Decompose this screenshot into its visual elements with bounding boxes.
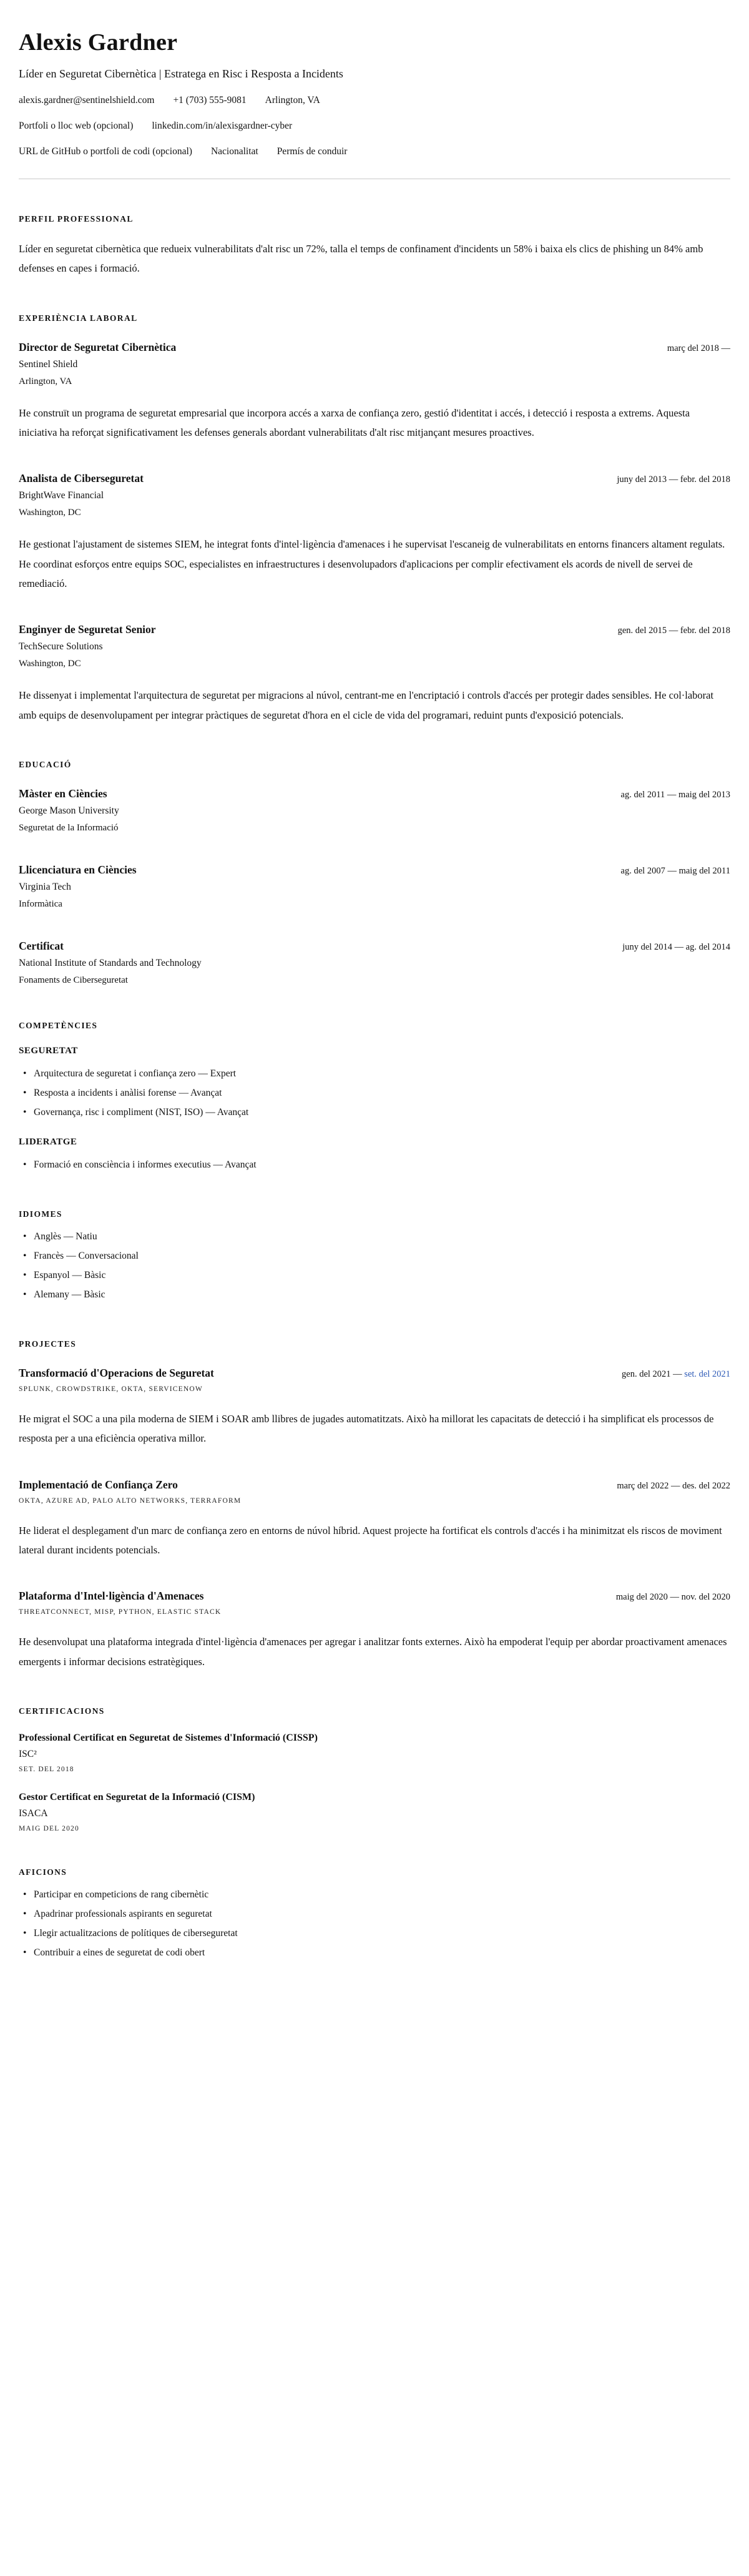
contact-row-3 [19, 146, 730, 157]
job-location: Washington, DC [19, 508, 81, 518]
education-entry-head [19, 940, 730, 953]
job-dates: març del 2018 — [667, 343, 730, 353]
company-name: Sentinel Shield [19, 358, 78, 370]
experience-entry [19, 472, 730, 593]
project-tools: SPLUNK, CROWDSTRIKE, OKTA, SERVICENOW [19, 1385, 203, 1394]
job-location: Washington, DC [19, 659, 81, 669]
profile-heading: PERFIL PROFESSIONAL [19, 214, 134, 224]
languages-heading: IDIOMES [19, 1209, 62, 1219]
candidate-name: Alexis Gardner [19, 29, 178, 56]
skills-list [19, 1155, 730, 1174]
degree-title: Llicenciatura en Ciències [19, 863, 137, 877]
certification-date: SET. DEL 2018 [19, 1766, 74, 1774]
project-tools: THREATCONNECT, MISP, PYTHON, ELASTIC STACK [19, 1608, 222, 1616]
project-entry [19, 1367, 730, 1448]
degree-title: Màster en Ciències [19, 787, 107, 800]
email[interactable]: alexis.gardner@sentinelshield.com [19, 95, 155, 106]
field-of-study: Fonaments de Ciberseguretat [19, 975, 128, 986]
field-of-study: Seguretat de la Informació [19, 823, 119, 833]
certification-issuer: ISACA [19, 1808, 48, 1819]
project-description: He liderat el desplegament d'un marc de confiança zero en entorns de núvol híbrid. Aquest projecte ha fortificat els controls d'accés i ha minimitzat els riscos de moviment lateral durant incidents potencials. [19, 1524, 722, 1556]
project-entry [19, 1590, 730, 1671]
project-dates: maig del 2020 — nov. del 2020 [615, 1592, 730, 1603]
certification-date: MAIG DEL 2020 [19, 1825, 79, 1833]
hobby-item: • Contribuir a eines de seguretat de codi obert [19, 1943, 730, 1962]
certification-title: Gestor Certificat en Seguretat de la Informació (CISM) [19, 1792, 255, 1803]
section-languages [19, 1209, 730, 1304]
school-name: Virginia Tech [19, 882, 71, 893]
job-title: Director de Seguretat Cibernètica [19, 340, 177, 353]
hobby-item: • Apadrinar professionals aspirants en seguretat [19, 1904, 730, 1924]
section-hobbies [19, 1867, 730, 1962]
education-entry [19, 940, 730, 986]
project-entry-head [19, 1478, 730, 1492]
location: Arlington, VA [265, 95, 320, 106]
contact-row-1 [19, 95, 730, 106]
project-tools: OKTA, AZURE AD, PALO ALTO NETWORKS, TERRAFORM [19, 1497, 242, 1505]
project-entry [19, 1478, 730, 1560]
project-dates: març del 2022 — des. del 2022 [617, 1480, 730, 1491]
projects-heading: PROJECTES [19, 1339, 77, 1349]
skill-item: • Arquitectura de seguretat i confiança zero — Expert [19, 1064, 730, 1083]
skill-item: • Resposta a incidents i anàlisi forense — Avançat [19, 1083, 730, 1103]
experience-entry-head [19, 623, 730, 636]
education-entry-head [19, 863, 730, 877]
education-dates: ag. del 2007 — maig del 2011 [620, 866, 730, 877]
driving-license-placeholder[interactable]: Permís de conduir [277, 146, 348, 157]
skills-list [19, 1064, 730, 1122]
job-title: Enginyer de Seguretat Senior [19, 623, 156, 636]
hobbies-heading: AFICIONS [19, 1867, 67, 1877]
section-skills [19, 1021, 730, 1174]
skill-item: • Governança, risc i compliment (NIST, ISO) — Avançat [19, 1103, 730, 1122]
job-dates: juny del 2013 — febr. del 2018 [617, 474, 730, 485]
language-item: • Espanyol — Bàsic [19, 1266, 730, 1285]
experience-heading: EXPERIÈNCIA LABORAL [19, 313, 138, 323]
language-item: • Alemany — Bàsic [19, 1285, 730, 1304]
experience-entry [19, 623, 730, 725]
profile-summary: Líder en seguretat cibernètica que redueix vulnerabilitats d'alt risc un 72%, talla el temps de confinament d'incidents un 58% i baixa els clics de phishing un 84% amb defenses en capes i formació. [19, 243, 703, 275]
education-heading: EDUCACIÓ [19, 760, 72, 770]
certifications-heading: CERTIFICACIONS [19, 1706, 105, 1716]
project-dates [622, 1369, 730, 1380]
education-entry [19, 863, 730, 910]
skills-heading: COMPETÈNCIES [19, 1021, 98, 1031]
education-entry [19, 787, 730, 833]
certification-title: Professional Certificat en Seguretat de Sistemes d'Informació (CISSP) [19, 1733, 318, 1744]
experience-entry-head [19, 341, 730, 354]
hobby-item: • Llegir actualitzacions de polítiques de ciberseguretat [19, 1924, 730, 1943]
experience-entry [19, 341, 730, 443]
skills-group-security [19, 1046, 730, 1122]
project-title: Transformació d'Operacions de Seguretat [19, 1367, 214, 1380]
certification-entry [19, 1733, 730, 1773]
contact-row-2 [19, 120, 730, 132]
education-dates: juny del 2014 — ag. del 2014 [622, 942, 730, 953]
project-description: He migrat el SOC a una pila moderna de SIEM i SOAR amb llibres de jugades automatitzats. Això ha millorat les capacitats de detecció i ha simplificat els processos de resposta per a una eficiència operativa millor. [19, 1413, 714, 1445]
certification-entry [19, 1792, 730, 1832]
degree-title: Certificat [19, 940, 64, 953]
project-description: He desenvolupat una plataforma integrada d'intel·ligència d'amenaces per agregar i analitzar fonts externes. Això ha empoderat l'equip per abordar proactivament amenaces emergents i informar decisions estratègiques. [19, 1636, 727, 1668]
nationality-placeholder[interactable]: Nacionalitat [210, 146, 258, 157]
skills-group-leadership [19, 1137, 730, 1174]
job-description: He dissenyat i implementat l'arquitectura de seguretat per migracions al núvol, centrant-me en l'encriptació i controls d'accés per protegir dades sensibles. He col·laborat amb equips de desenvolupament per integrar pràctiques de seguretat d'hora en el cicle de vida del programari, reduint punts d'exposició potencials. [19, 689, 714, 721]
field-of-study: Informàtica [19, 899, 62, 910]
job-title: Analista de Ciberseguretat [19, 472, 144, 485]
languages-list [19, 1227, 730, 1304]
language-item: • Anglès — Natiu [19, 1227, 730, 1246]
school-name: National Institute of Standards and Technology [19, 958, 202, 969]
skills-group-title: SEGURETAT [19, 1046, 78, 1056]
job-description: He gestionat l'ajustament de sistemes SIEM, he integrat fonts d'intel·ligència d'amenaces i he supervisat l'escaneig de vulnerabilitats en entorns financers altament regulats. He coordinat esforços entre equips SOC, especialistes en infraestructures i desenvolupadors d'aplicacions per complir efectivament els acords de nivell de servei de remediació. [19, 538, 725, 590]
language-item: • Francès — Conversacional [19, 1246, 730, 1266]
linkedin-link[interactable]: linkedin.com/in/alexisgardner-cyber [152, 120, 293, 131]
section-profile [19, 214, 730, 278]
certification-issuer: ISC² [19, 1749, 37, 1760]
resume-header [19, 29, 730, 179]
portfolio-placeholder[interactable]: Portfoli o lloc web (opcional) [19, 120, 134, 131]
project-title: Plataforma d'Intel·ligència d'Amenaces [19, 1590, 204, 1603]
education-dates: ag. del 2011 — maig del 2013 [620, 790, 730, 800]
github-placeholder[interactable]: URL de GitHub o portfoli de codi (opcional) [19, 146, 192, 157]
hobbies-list [19, 1885, 730, 1962]
phone: +1 (703) 555-9081 [173, 95, 247, 106]
section-experience [19, 313, 730, 725]
candidate-headline: Líder en Seguretat Cibernètica | Estratega en Risc i Resposta a Incidents [19, 67, 343, 80]
company-name: BrightWave Financial [19, 490, 104, 501]
hobby-item: • Participar en competicions de rang cibernètic [19, 1885, 730, 1904]
project-dates-end-linked[interactable]: set. del 2021 [684, 1369, 730, 1380]
section-certifications [19, 1706, 730, 1832]
job-description: He construït un programa de seguretat empresarial que incorpora accés a xarxa de confiança zero, gestió d'identitat i accés, i detecció i resposta a extrems. Aquesta iniciativa ha reforçat significativament les defenses generals abordant vulnerabilitats d'alt risc mitjançant mesures proactives. [19, 406, 690, 439]
project-dates-start: gen. del 2021 — [622, 1369, 685, 1380]
project-entry-head [19, 1590, 730, 1603]
skill-item: • Formació en consciència i informes executius — Avançat [19, 1155, 730, 1174]
education-entry-head [19, 787, 730, 800]
project-entry-head [19, 1367, 730, 1380]
job-dates: gen. del 2015 — febr. del 2018 [617, 626, 730, 636]
company-name: TechSecure Solutions [19, 641, 103, 652]
skills-group-title: LIDERATGE [19, 1137, 77, 1148]
project-title: Implementació de Confiança Zero [19, 1478, 178, 1491]
school-name: George Mason University [19, 805, 119, 817]
section-projects [19, 1339, 730, 1671]
experience-entry-head [19, 472, 730, 485]
job-location: Arlington, VA [19, 376, 72, 386]
section-education [19, 760, 730, 986]
